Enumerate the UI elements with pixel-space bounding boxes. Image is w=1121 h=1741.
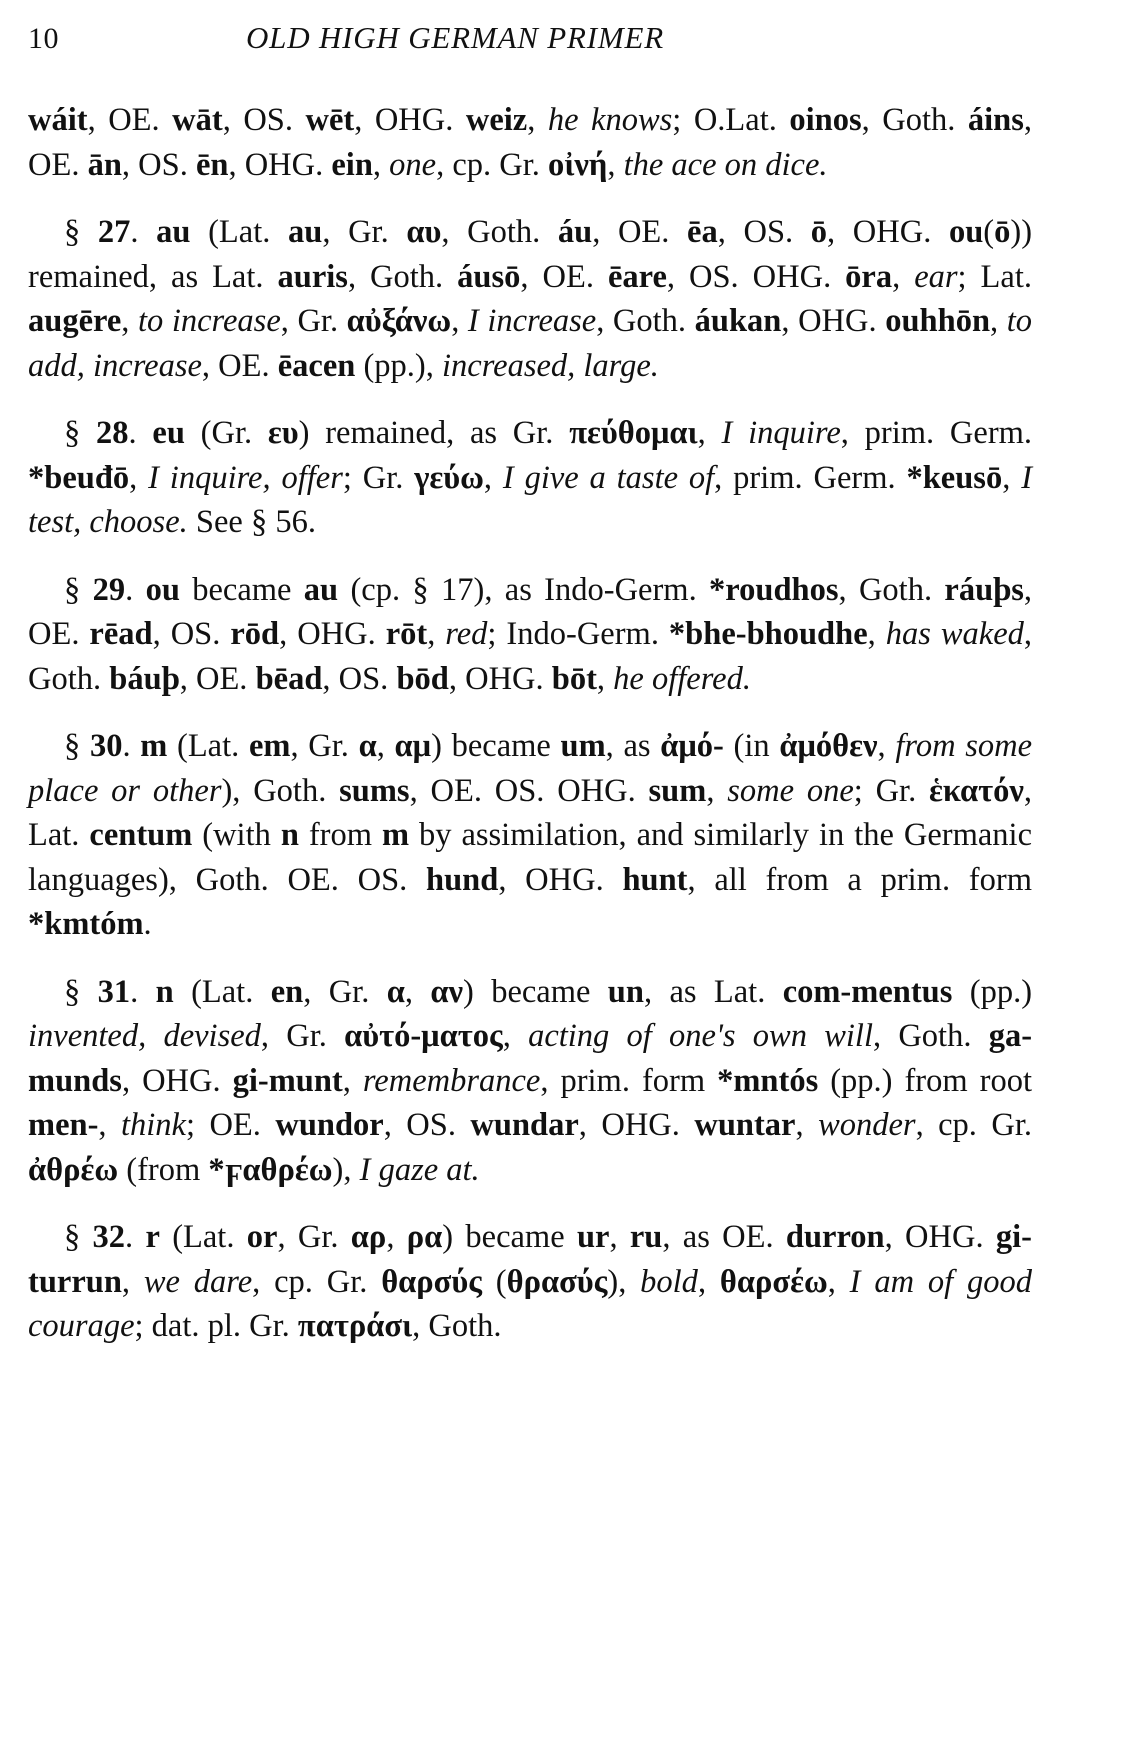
bold-term: au [156, 214, 191, 250]
section-31-paragraph [28, 970, 1032, 1193]
plain-text: . [143, 906, 152, 942]
italic-gloss: to increase [137, 303, 281, 339]
plain-text: (pp.) from root [818, 1062, 1032, 1099]
bold-term: αμ [394, 728, 432, 764]
plain-text: , [1002, 459, 1022, 496]
bold-term: auris [277, 258, 348, 295]
bold-term: *roudhos [709, 571, 839, 608]
bold-term: αν [430, 973, 463, 1010]
plain-text: , [697, 1263, 720, 1300]
book-title: OLD HIGH GERMAN PRIMER [246, 20, 664, 55]
plain-text: , Gr. [303, 973, 387, 1010]
plain-text: See § 56. [187, 504, 316, 540]
bold-term: γεύω [414, 459, 484, 496]
plain-text: , OS. [222, 102, 306, 138]
italic-gloss: to add, increase [28, 303, 1033, 384]
plain-text: , Goth. [412, 1308, 502, 1344]
plain-text: , cp. Gr. [915, 1107, 1033, 1143]
plain-text: , OHG. [498, 861, 623, 898]
bold-term: men- [28, 1107, 99, 1143]
plain-text: . [128, 415, 153, 451]
bold-term: áusō [457, 258, 521, 295]
plain-text: , [502, 1018, 529, 1054]
bold-term: *ϝαθρέω [208, 1151, 333, 1188]
bold-term: ou [145, 571, 180, 608]
plain-text: , prim. Germ. [840, 415, 1033, 451]
bold-term: ēare [607, 258, 667, 295]
plain-text: (Lat. [159, 1219, 247, 1255]
bold-term: 27 [97, 214, 131, 250]
plain-text: , OE. [87, 102, 173, 138]
bold-term: 32 [92, 1219, 126, 1255]
italic-gloss: remembrance [362, 1062, 541, 1099]
bold-term: ōra [845, 258, 893, 295]
plain-text: , cp. Gr. [252, 1263, 382, 1300]
italic-gloss: red [445, 616, 488, 652]
plain-text: , [877, 728, 896, 764]
plain-text: , [129, 459, 149, 496]
plain-text: ) became [442, 1219, 577, 1255]
italic-gloss: he knows [547, 102, 673, 138]
bold-term: áu [557, 214, 593, 250]
plain-text: , OE. OS. OHG. [409, 772, 649, 809]
plain-text: § [64, 728, 90, 764]
italic-gloss: I inquire, offer [148, 459, 343, 496]
plain-text: , OS. [383, 1107, 471, 1143]
plain-text: , Gr. [277, 1219, 351, 1255]
book-page [28, 14, 1032, 1349]
section-29-paragraph [28, 568, 1032, 702]
bold-term: oinos [789, 102, 862, 138]
plain-text: , [697, 415, 722, 451]
plain-text: , prim. form [540, 1062, 718, 1099]
italic-gloss: he offered. [613, 660, 751, 697]
bold-term: m [381, 817, 410, 853]
bold-term: em [248, 728, 291, 764]
bold-term: ēacen [277, 347, 356, 384]
section-30-paragraph [28, 724, 1032, 947]
plain-text: ; OE. [185, 1107, 276, 1143]
plain-text: , OE. [179, 660, 256, 697]
bold-term: durron [785, 1219, 885, 1255]
plain-text: , Goth. [441, 214, 558, 250]
bold-term: ēn [195, 146, 229, 183]
bold-term: hunt [622, 861, 688, 898]
plain-text: (Lat. [173, 973, 271, 1010]
plain-text: , cp. Gr. [436, 146, 549, 183]
bold-term: com-mentus [782, 973, 953, 1010]
bold-term: θαρσύς [381, 1263, 482, 1300]
plain-text: , [867, 616, 886, 652]
plain-text: , OHG. [121, 1062, 233, 1099]
bold-term: ō [810, 214, 828, 250]
section-27-paragraph [28, 210, 1032, 388]
bold-term: *beuđō [28, 459, 130, 496]
bold-term: sum [648, 772, 707, 809]
plain-text: , OS. [121, 146, 196, 183]
paragraph-continued [28, 98, 1032, 187]
bold-term: ur [576, 1219, 610, 1255]
plain-text: , [990, 303, 1007, 339]
section-28-paragraph [28, 411, 1032, 545]
italic-gloss: I gaze at. [359, 1151, 480, 1188]
plain-text: , Goth. [872, 1018, 989, 1054]
bold-term: wáit [28, 102, 88, 138]
plain-text: § [64, 571, 93, 608]
plain-text: . [125, 571, 146, 608]
plain-text: , Goth. [596, 303, 695, 339]
plain-text: , Gr. [280, 303, 347, 339]
plain-text: , Goth. [838, 571, 945, 608]
plain-text: . [122, 728, 141, 764]
bold-term: 31 [97, 973, 131, 1010]
italic-gloss: the ace on dice. [623, 146, 828, 183]
plain-text: (in [723, 728, 780, 764]
italic-gloss: has waked [885, 616, 1024, 652]
bold-term: un [607, 973, 644, 1010]
italic-gloss: I give a taste of [502, 459, 715, 496]
page-number: 10 [28, 22, 59, 55]
plain-text: , [342, 1062, 363, 1099]
bold-term: gi-munt [232, 1062, 343, 1099]
plain-text: by assimilation, and similarly in the Germanic languages), Goth. OE. OS. [28, 817, 1033, 898]
plain-text: , OS. [322, 660, 397, 697]
bold-term: au [288, 214, 323, 250]
plain-text: § [64, 415, 97, 451]
plain-text: , OS. [152, 616, 231, 652]
bold-term: ou [948, 214, 984, 250]
plain-text: , [527, 102, 548, 138]
plain-text: ) remained, as Gr. [298, 415, 570, 451]
plain-text: , [596, 660, 614, 697]
plain-text: ( [983, 214, 995, 250]
plain-text: , [607, 146, 624, 183]
plain-text: , Goth. [347, 258, 458, 295]
section-32-paragraph [28, 1215, 1032, 1349]
plain-text: (Gr. [184, 415, 268, 451]
plain-text: , OHG. [884, 1219, 996, 1255]
plain-text: , OE. [28, 102, 1033, 183]
plain-text: , OS. [717, 214, 811, 250]
plain-text: , [376, 728, 395, 764]
italic-gloss: I am of good courage [28, 1263, 1032, 1344]
bold-term: wēt [305, 102, 355, 138]
plain-text: , [706, 772, 728, 809]
plain-text: § [64, 973, 98, 1010]
plain-text: , [121, 1263, 144, 1300]
plain-text: . [130, 973, 156, 1010]
plain-text: ), [607, 1263, 641, 1300]
bold-term: 29 [92, 571, 126, 608]
italic-gloss: wonder [818, 1107, 916, 1143]
plain-text: ; O.Lat. [672, 102, 790, 138]
plain-text: , OHG. [354, 102, 466, 138]
plain-text: (with [192, 817, 281, 853]
bold-term: α [358, 728, 377, 764]
italic-gloss: invented, devised [28, 1018, 261, 1054]
bold-term: *mntós [717, 1062, 819, 1099]
bold-term: r [145, 1219, 160, 1255]
plain-text: ; Gr. [853, 772, 930, 809]
plain-text: , [386, 1219, 407, 1255]
plain-text: , as [605, 728, 661, 764]
plain-text: , OHG. [578, 1107, 695, 1143]
plain-text: , OHG. [448, 660, 552, 697]
italic-gloss: from some place or other [28, 728, 1033, 809]
bold-term: πεύθομαι [569, 415, 698, 451]
plain-text: , OE. [201, 347, 278, 384]
plain-text: , OHG. [781, 303, 886, 339]
bold-term: au [303, 571, 339, 608]
plain-text: ), Goth. [221, 772, 340, 809]
bold-term: wundor [275, 1107, 384, 1143]
plain-text: , OHG. [827, 214, 949, 250]
bold-term: πατράσι [297, 1308, 413, 1344]
plain-text: , [451, 303, 468, 339]
bold-term: θαρσέω [719, 1263, 828, 1300]
italic-gloss: ear [914, 258, 958, 295]
running-head [28, 14, 1032, 64]
bold-term: θρασύς [506, 1263, 608, 1300]
bold-term: wuntar [694, 1107, 796, 1143]
plain-text: § [64, 214, 98, 250]
plain-text: , [98, 1107, 121, 1143]
italic-gloss: think [120, 1107, 186, 1143]
plain-text: ) became [431, 728, 561, 764]
bold-term: ráuþs [944, 571, 1024, 608]
plain-text: , OS. OHG. [666, 258, 846, 295]
bold-term: weiz [465, 102, 528, 138]
plain-text: . [130, 214, 157, 250]
bold-term: ēa [687, 214, 718, 250]
bold-term: n [280, 817, 299, 853]
plain-text: ; dat. pl. Gr. [134, 1308, 298, 1344]
bold-term: or [246, 1219, 278, 1255]
bold-term: báuþ [109, 660, 180, 697]
plain-text: , Goth. [861, 102, 968, 138]
plain-text: , Goth. [28, 616, 1032, 697]
bold-term: gi-turrun [28, 1219, 1033, 1300]
bold-term: ευ [267, 415, 299, 451]
bold-term: ein [331, 146, 373, 183]
plain-text: , Gr. [290, 728, 359, 764]
italic-gloss: bold [640, 1263, 698, 1300]
plain-text: , [892, 258, 915, 295]
bold-term: augēre [28, 303, 122, 339]
plain-text: ) became [463, 973, 608, 1010]
bold-term: ἀμόθεν [779, 728, 878, 764]
bold-term: bōt [551, 660, 597, 697]
plain-text: , Gr. [260, 1018, 345, 1054]
plain-text: , OE. [592, 214, 688, 250]
plain-text: , prim. Germ. [714, 459, 907, 496]
plain-text: § [64, 1219, 93, 1255]
plain-text: , [427, 616, 446, 652]
plain-text: , [121, 303, 138, 339]
bold-term: bēad [255, 660, 323, 697]
plain-text: (Lat. [190, 214, 288, 250]
bold-term: áukan [694, 303, 782, 339]
plain-text: (cp. § 17), as Indo-Germ. [338, 571, 710, 608]
plain-text: (Lat. [167, 728, 249, 764]
bold-term: ga-munds [28, 1018, 1033, 1099]
plain-text: , OHG. [228, 146, 332, 183]
bold-term: αρ [350, 1219, 387, 1255]
bold-term: 30 [89, 728, 123, 764]
bold-term: um [560, 728, 606, 764]
plain-text: ; Gr. [342, 459, 415, 496]
bold-term: m [140, 728, 168, 764]
plain-text: (from [118, 1151, 209, 1188]
bold-term: οἰνή [548, 146, 608, 183]
bold-term: 28 [96, 415, 129, 451]
bold-term: ἀμό- [660, 728, 724, 764]
plain-text: , Lat. [28, 772, 1033, 853]
bold-term: eu [152, 415, 185, 451]
plain-text: , OHG. [279, 616, 386, 652]
italic-gloss: acting of one's own will [528, 1018, 873, 1054]
bold-term: α [386, 973, 405, 1010]
plain-text: , [795, 1107, 819, 1143]
bold-term: αυ [406, 214, 442, 250]
bold-term: αὐτό-ματος [344, 1018, 503, 1054]
plain-text: , [404, 973, 431, 1010]
plain-text: became [179, 571, 304, 608]
plain-text: , OE. [520, 258, 608, 295]
plain-text: , Gr. [322, 214, 407, 250]
italic-gloss: I increase [467, 303, 597, 339]
plain-text: ; Indo-Germ. [487, 616, 669, 652]
italic-gloss: we dare [143, 1263, 253, 1300]
italic-gloss: increased, large. [442, 347, 659, 384]
plain-text: , [372, 146, 390, 183]
plain-text: , [827, 1263, 850, 1300]
plain-text: , as OE. [662, 1219, 786, 1255]
plain-text: ; Lat. [957, 258, 1032, 295]
bold-term: ān [87, 146, 122, 183]
plain-text: (pp.) [952, 973, 1033, 1010]
bold-term: *bhe-bhoudhe [668, 616, 868, 652]
bold-term: rōd [230, 616, 280, 652]
plain-text: , [483, 459, 503, 496]
bold-term: αὐξάνω [346, 303, 452, 339]
bold-term: bōd [396, 660, 449, 697]
bold-term: ru [629, 1219, 663, 1255]
italic-gloss: I inquire [721, 415, 841, 451]
plain-text: , as Lat. [643, 973, 783, 1010]
plain-text: , OE. [28, 571, 1033, 652]
plain-text: (pp.), [355, 347, 442, 384]
bold-term: *keusō [906, 459, 1003, 496]
bold-term: ouhhōn [885, 303, 991, 339]
bold-term: n [155, 973, 174, 1010]
bold-term: wundar [470, 1107, 579, 1143]
plain-text: from [298, 817, 382, 853]
bold-term: ἑκατόν [929, 772, 1024, 809]
plain-text: . [125, 1219, 146, 1255]
bold-term: hund [426, 861, 499, 898]
italic-gloss: some one [727, 772, 854, 809]
bold-term: sums [339, 772, 410, 809]
bold-term: centum [89, 817, 193, 853]
bold-term: rēad [89, 616, 153, 652]
bold-term: wāt [172, 102, 223, 138]
plain-text: )) remained, as Lat. [28, 214, 1033, 295]
plain-text: ), [332, 1151, 360, 1188]
bold-term: *kmtóm [28, 906, 144, 942]
italic-gloss: one [389, 146, 437, 183]
plain-text: ( [481, 1263, 507, 1300]
bold-term: ρα [406, 1219, 443, 1255]
bold-term: áins [967, 102, 1024, 138]
plain-text: , all from a prim. form [687, 861, 1032, 898]
bold-term: ō [994, 214, 1011, 250]
italic-gloss: I test, choose. [28, 459, 1033, 540]
bold-term: rōt [385, 616, 428, 652]
plain-text: , [609, 1219, 630, 1255]
bold-term: en [270, 973, 304, 1010]
bold-term: ἀθρέω [28, 1151, 119, 1188]
